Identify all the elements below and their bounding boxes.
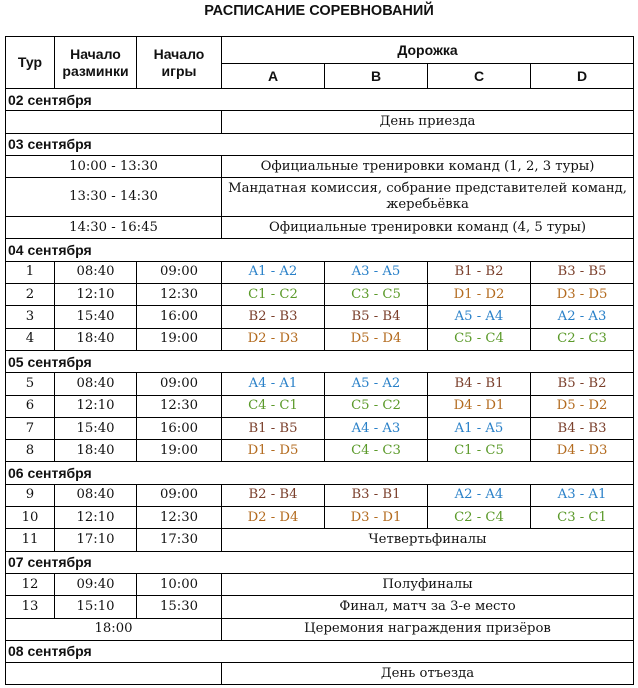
lane-a-pairing: C1 - C2	[222, 284, 325, 306]
date-label: 03 сентября	[6, 133, 634, 155]
date-row	[6, 640, 634, 662]
table-header	[6, 37, 634, 89]
warmup-time: 18:40	[55, 328, 137, 350]
lane-d-pairing: C2 - C3	[531, 328, 634, 350]
lane-b-pairing: D3 - D1	[325, 507, 428, 529]
warmup-time: 12:10	[55, 507, 137, 529]
tour-event-row	[6, 529, 634, 551]
header-lane: Дорожка	[222, 37, 634, 64]
lane-a-pairing: D1 - D5	[222, 440, 325, 462]
lane-d-pairing: B5 - B2	[531, 373, 634, 395]
match-row	[6, 306, 634, 328]
tour-number: 12	[6, 573, 55, 595]
lane-a-pairing: D2 - D4	[222, 507, 325, 529]
event-text: Финал, матч за 3-е место	[222, 596, 634, 618]
empty-cell	[6, 111, 222, 133]
lane-b-pairing: A5 - A2	[325, 373, 428, 395]
warmup-time: 12:10	[55, 284, 137, 306]
game-time: 17:30	[137, 529, 222, 551]
date-label: 04 сентября	[6, 239, 634, 261]
warmup-time: 18:40	[55, 440, 137, 462]
lane-d-pairing: D4 - D3	[531, 440, 634, 462]
header-game: Начало игры	[137, 37, 222, 89]
lane-c-pairing: B4 - B1	[428, 373, 531, 395]
tour-number: 6	[6, 395, 55, 417]
event-time: 13:30 - 14:30	[6, 178, 222, 217]
lane-d-pairing: B3 - B5	[531, 261, 634, 283]
event-time: 10:00 - 13:30	[6, 155, 222, 177]
timed-event-row	[6, 217, 634, 239]
header-lane-a: A	[222, 64, 325, 89]
event-text: Церемония награждения призёров	[222, 618, 634, 640]
lane-c-pairing: D1 - D2	[428, 284, 531, 306]
tour-event-row	[6, 596, 634, 618]
game-time: 12:30	[137, 395, 222, 417]
game-time: 10:00	[137, 573, 222, 595]
lane-d-pairing: A3 - A1	[531, 484, 634, 506]
lane-b-pairing: A3 - A5	[325, 261, 428, 283]
lane-a-pairing: B2 - B3	[222, 306, 325, 328]
match-row	[6, 507, 634, 529]
lane-a-pairing: B1 - B5	[222, 417, 325, 439]
tour-number: 11	[6, 529, 55, 551]
match-row	[6, 373, 634, 395]
warmup-time: 08:40	[55, 484, 137, 506]
lane-d-pairing: A2 - A3	[531, 306, 634, 328]
game-time: 15:30	[137, 596, 222, 618]
date-label: 06 сентября	[6, 462, 634, 484]
event-text: Мандатная комиссия, собрание представителей команд, жеребьёвка	[222, 178, 634, 217]
tour-number: 5	[6, 373, 55, 395]
page-title: РАСПИСАНИЕ СОРЕВНОВАНИЙ	[204, 3, 434, 19]
schedule-table	[5, 36, 634, 685]
tour-number: 9	[6, 484, 55, 506]
note-row	[6, 111, 634, 133]
game-time: 16:00	[137, 306, 222, 328]
header-lane-b: B	[325, 64, 428, 89]
warmup-time: 09:40	[55, 573, 137, 595]
tour-number: 8	[6, 440, 55, 462]
warmup-time: 12:10	[55, 395, 137, 417]
match-row	[6, 284, 634, 306]
match-row	[6, 417, 634, 439]
warmup-time: 08:40	[55, 373, 137, 395]
empty-cell	[6, 663, 222, 685]
warmup-time: 17:10	[55, 529, 137, 551]
note-text: День отъезда	[222, 663, 634, 685]
tour-event-row	[6, 573, 634, 595]
lane-c-pairing: B1 - B2	[428, 261, 531, 283]
event-text: Официальные тренировки команд (4, 5 туры)	[222, 217, 634, 239]
lane-d-pairing: B4 - B3	[531, 417, 634, 439]
event-text: Официальные тренировки команд (1, 2, 3 туры)	[222, 155, 634, 177]
date-row	[6, 551, 634, 573]
lane-b-pairing: B3 - B1	[325, 484, 428, 506]
game-time: 09:00	[137, 373, 222, 395]
lane-c-pairing: A1 - A5	[428, 417, 531, 439]
note-row	[6, 663, 634, 685]
event-time: 14:30 - 16:45	[6, 217, 222, 239]
game-time: 09:00	[137, 261, 222, 283]
date-row	[6, 462, 634, 484]
date-label: 07 сентября	[6, 551, 634, 573]
lane-c-pairing: C5 - C4	[428, 328, 531, 350]
lane-c-pairing: D4 - D1	[428, 395, 531, 417]
lane-b-pairing: C4 - C3	[325, 440, 428, 462]
header-warmup: Начало разминки	[55, 37, 137, 89]
date-row	[6, 133, 634, 155]
match-row	[6, 440, 634, 462]
game-time: 09:00	[137, 484, 222, 506]
lane-b-pairing: A4 - A3	[325, 417, 428, 439]
date-label: 08 сентября	[6, 640, 634, 662]
timed-event-row	[6, 155, 634, 177]
game-time: 16:00	[137, 417, 222, 439]
timed-event-row	[6, 618, 634, 640]
timed-event-row	[6, 178, 634, 217]
match-row	[6, 395, 634, 417]
tour-number: 1	[6, 261, 55, 283]
warmup-time: 15:40	[55, 306, 137, 328]
date-row	[6, 89, 634, 111]
tour-number: 2	[6, 284, 55, 306]
date-label: 02 сентября	[6, 89, 634, 111]
lane-b-pairing: C3 - C5	[325, 284, 428, 306]
tour-number: 4	[6, 328, 55, 350]
date-row	[6, 239, 634, 261]
event-text: Четвертьфиналы	[222, 529, 634, 551]
warmup-time: 15:40	[55, 417, 137, 439]
lane-c-pairing: C1 - C5	[428, 440, 531, 462]
lane-c-pairing: A5 - A4	[428, 306, 531, 328]
note-text: День приезда	[222, 111, 634, 133]
tour-number: 7	[6, 417, 55, 439]
event-text: Полуфиналы	[222, 573, 634, 595]
table-body	[6, 89, 634, 685]
lane-a-pairing: A4 - A1	[222, 373, 325, 395]
tour-number: 13	[6, 596, 55, 618]
match-row	[6, 261, 634, 283]
lane-d-pairing: D3 - D5	[531, 284, 634, 306]
header-tour: Тур	[6, 37, 55, 89]
tour-number: 10	[6, 507, 55, 529]
game-time: 19:00	[137, 328, 222, 350]
header-lane-d: D	[531, 64, 634, 89]
warmup-time: 15:10	[55, 596, 137, 618]
lane-c-pairing: C2 - C4	[428, 507, 531, 529]
lane-d-pairing: C3 - C1	[531, 507, 634, 529]
warmup-time: 08:40	[55, 261, 137, 283]
lane-a-pairing: C4 - C1	[222, 395, 325, 417]
game-time: 12:30	[137, 507, 222, 529]
match-row	[6, 328, 634, 350]
date-row	[6, 350, 634, 372]
game-time: 12:30	[137, 284, 222, 306]
match-row	[6, 484, 634, 506]
lane-b-pairing: B5 - B4	[325, 306, 428, 328]
lane-c-pairing: A2 - A4	[428, 484, 531, 506]
lane-a-pairing: A1 - A2	[222, 261, 325, 283]
date-label: 05 сентября	[6, 350, 634, 372]
tour-number: 3	[6, 306, 55, 328]
lane-d-pairing: D5 - D2	[531, 395, 634, 417]
game-time: 19:00	[137, 440, 222, 462]
header-lane-c: C	[428, 64, 531, 89]
lane-b-pairing: D5 - D4	[325, 328, 428, 350]
lane-a-pairing: D2 - D3	[222, 328, 325, 350]
lane-a-pairing: B2 - B4	[222, 484, 325, 506]
lane-b-pairing: C5 - C2	[325, 395, 428, 417]
event-time: 18:00	[6, 618, 222, 640]
